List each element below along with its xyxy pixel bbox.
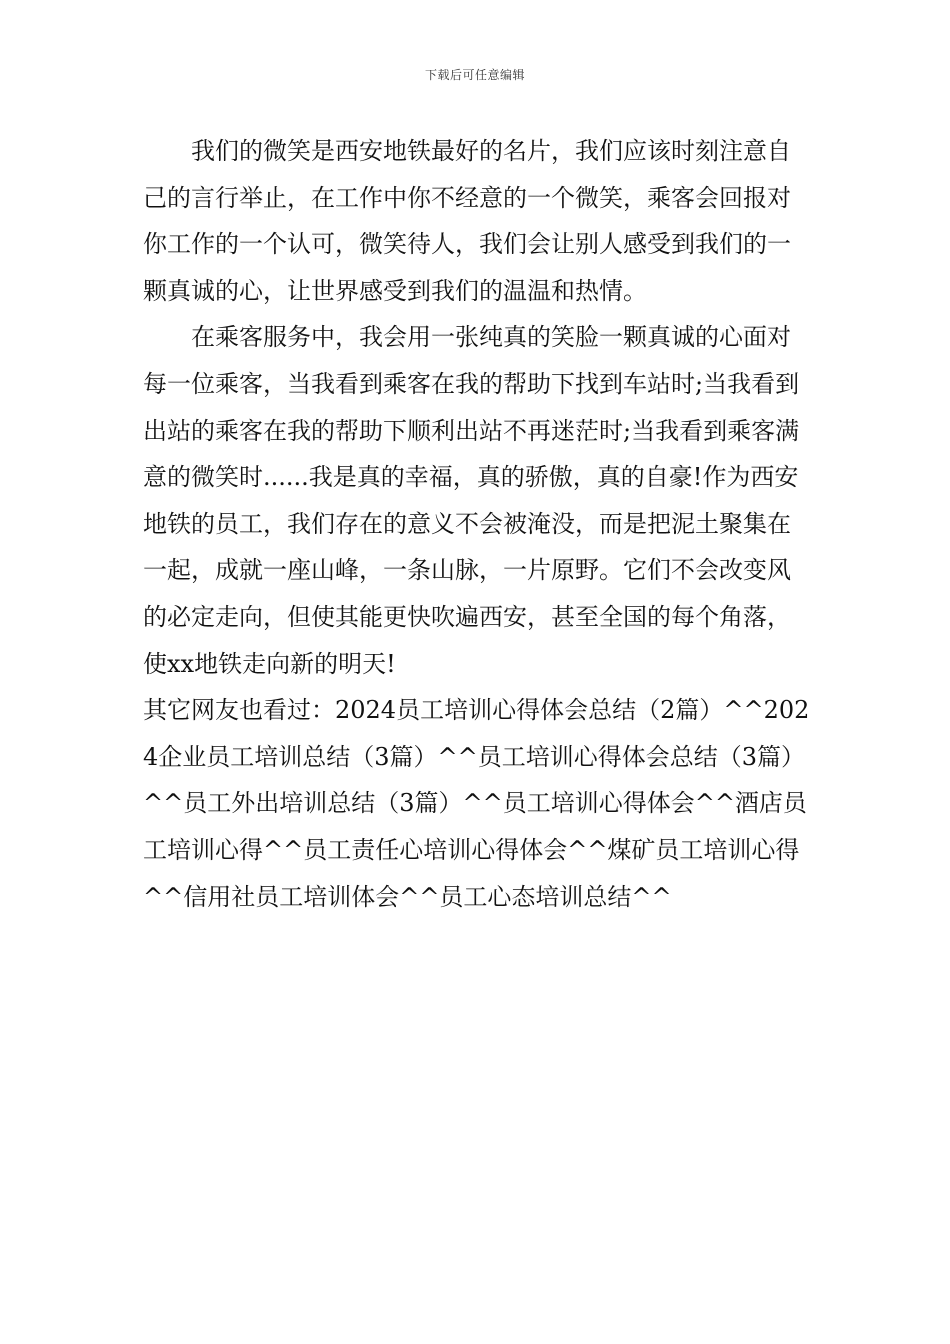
paragraph-1: 我们的微笑是西安地铁最好的名片，我们应该时刻注意自己的言行举止，在工作中你不经意的一个微笑，乘客会回报对你工作的一个认可，微笑待人，我们会让别人感受到我们的一颗真诚的心，让世界感受到我们的温温和热情。	[143, 137, 791, 305]
related-articles: 其它网友也看过：2024员工培训心得体会总结（2篇）^^2024企业员工培训总结（3篇）^^员工培训心得体会总结（3篇）^^员工外出培训总结（3篇）^^员工培训心得体会^^酒店员工培训心得^^员工责任心培训心得体会^^煤矿员工培训心得^^信用社员工培训体会^^员工心态培训总结^^	[143, 696, 810, 911]
paragraph-2: 在乘客服务中，我会用一张纯真的笑脸一颗真诚的心面对每一位乘客，当我看到乘客在我的帮助下找到车站时;当我看到出站的乘客在我的帮助下顺利出站不再迷茫时;当我看到乘客满意的微笑时......我是真的幸福，真的骄傲，真的自豪!作为西安地铁的员工，我们存在的意义不会被淹没，而是把泥土聚集在一起，成就一座山峰，一条山脉，一片原野。它们不会改变风的必定走向，但使其能更快吹遍西安，甚至全国的每个角落，使xx地铁走向新的明天!	[143, 323, 800, 678]
page-header: 下载后可任意编辑	[424, 68, 525, 82]
document-body	[143, 128, 813, 920]
